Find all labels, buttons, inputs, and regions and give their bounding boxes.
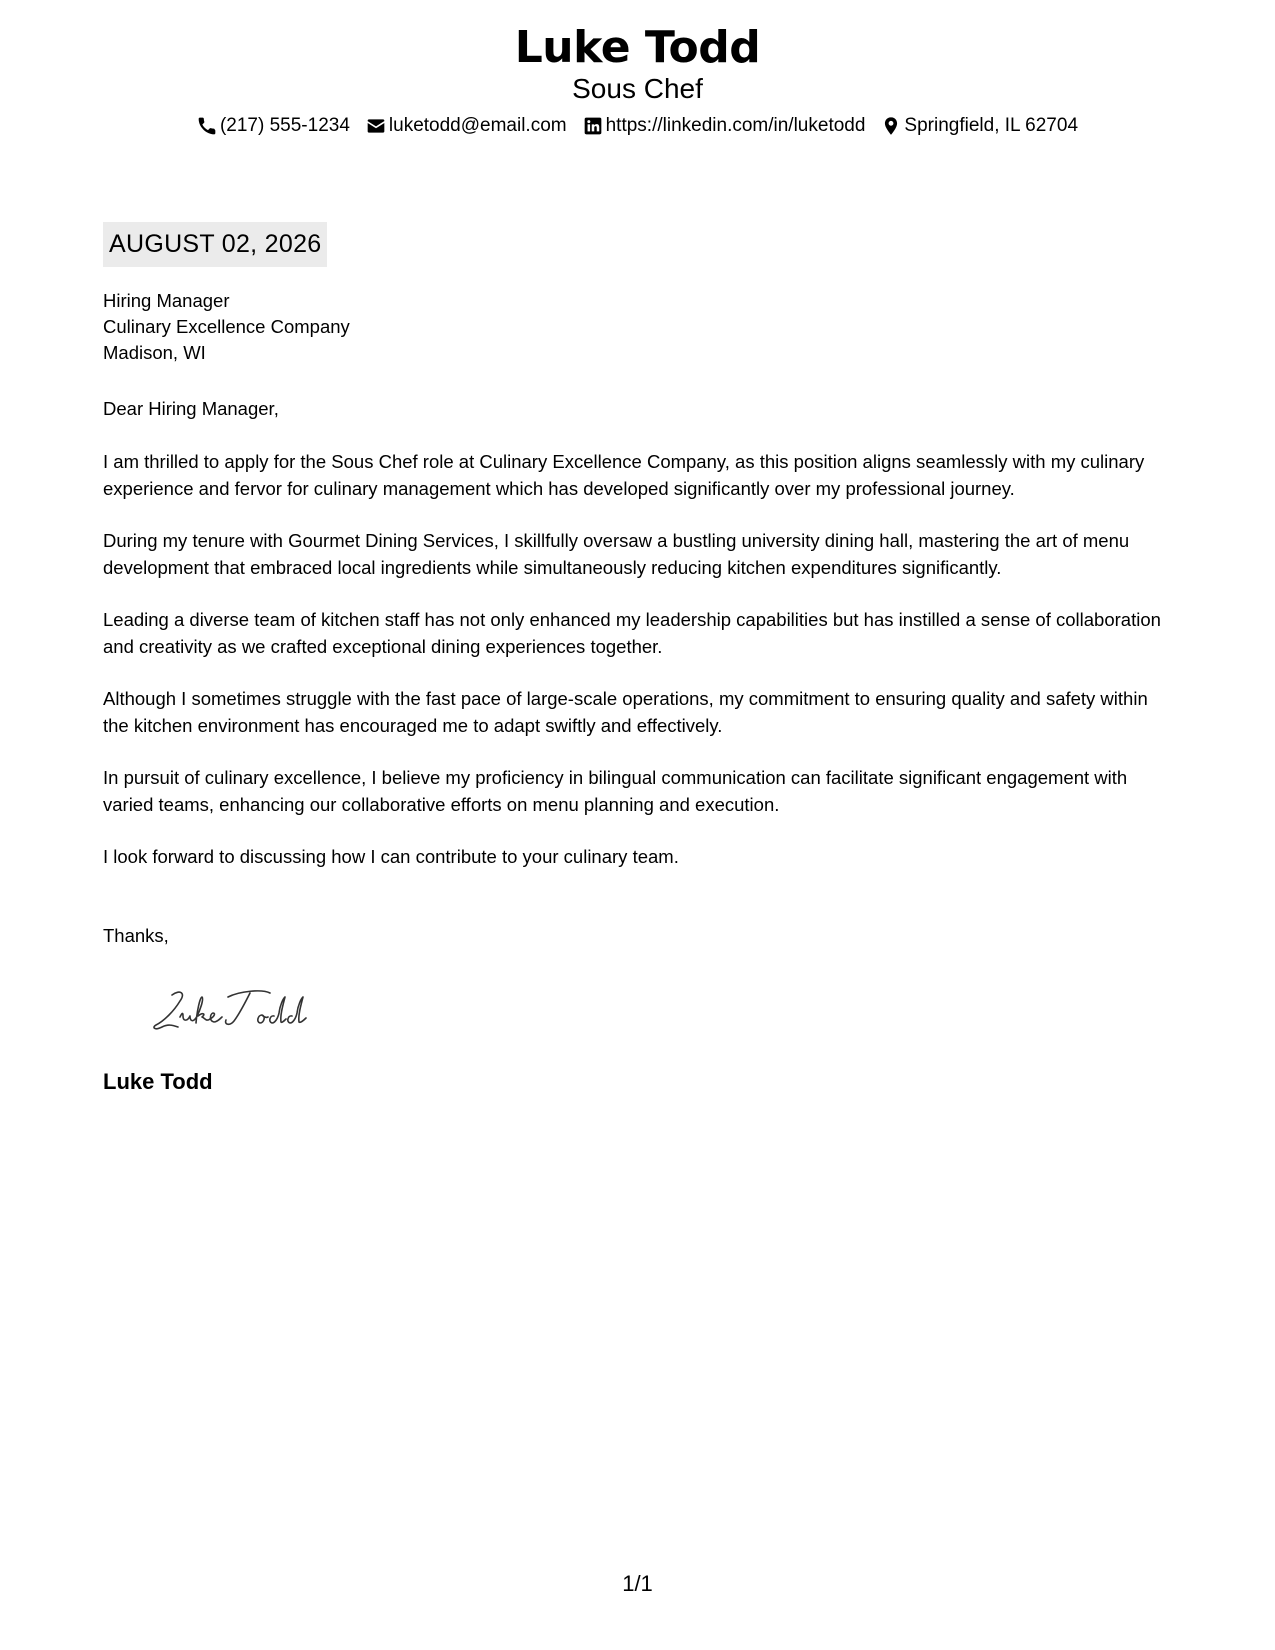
applicant-name: Luke Todd bbox=[514, 22, 761, 73]
letter-header bbox=[0, 22, 1275, 138]
signer-name: Luke Todd bbox=[103, 1069, 213, 1094]
envelope-icon bbox=[366, 116, 386, 136]
salutation: Dear Hiring Manager, bbox=[103, 398, 279, 419]
page-number: 1/1 bbox=[622, 1571, 653, 1596]
contact-info bbox=[0, 114, 1275, 138]
paragraph-5: In pursuit of culinary excellence, I believe my proficiency in bilingual communication can facilitate significant engagement with varied teams, enhancing our collaborative efforts on menu planning and execution. bbox=[103, 767, 1128, 815]
email-address[interactable]: luketodd@email.com bbox=[388, 115, 567, 136]
contact-email[interactable] bbox=[366, 114, 567, 138]
paragraph-3: Leading a diverse team of kitchen staff has not only enhanced my leadership capabilities but has instilled a sense of collaboration and creativity as we crafted exceptional dining experiences together. bbox=[103, 609, 1161, 657]
paragraph-6: I look forward to discussing how I can contribute to your culinary team. bbox=[103, 846, 679, 867]
paragraph-1: I am thrilled to apply for the Sous Chef role at Culinary Excellence Company, as this position aligns seamlessly with my culinary experience and fervor for culinary management which has developed significantly over my professional journey. bbox=[103, 451, 1145, 499]
phone-icon bbox=[197, 116, 217, 136]
applicant-role: Sous Chef bbox=[572, 73, 703, 104]
paragraph-2: During my tenure with Gourmet Dining Services, I skillfully oversaw a bustling university dining hall, mastering the art of menu development that embraced local ingredients while simultaneously reducing kitchen expenditures significantly. bbox=[103, 530, 1130, 578]
handwritten-signature bbox=[150, 985, 320, 1035]
linkedin-url[interactable]: https://linkedin.com/in/luketodd bbox=[605, 115, 866, 136]
location-text: Springfield, IL 62704 bbox=[904, 115, 1079, 136]
paragraph-4: Although I sometimes struggle with the fast pace of large-scale operations, my commitment to ensuring quality and safety within the kitchen environment has encouraged me to adapt swiftly and effectively. bbox=[103, 688, 1148, 736]
contact-linkedin[interactable] bbox=[583, 114, 866, 138]
phone-number: (217) 555-1234 bbox=[219, 115, 350, 136]
closing: Thanks, bbox=[103, 925, 169, 946]
contact-location bbox=[881, 114, 1078, 138]
recipient-location: Madison, WI bbox=[103, 342, 206, 363]
recipient-company: Culinary Excellence Company bbox=[103, 316, 350, 337]
recipient-block bbox=[103, 288, 1173, 366]
contact-phone bbox=[197, 114, 350, 138]
recipient-title: Hiring Manager bbox=[103, 290, 230, 311]
letter-date: AUGUST 02, 2026 bbox=[103, 222, 327, 267]
linkedin-icon bbox=[583, 116, 603, 136]
map-marker-icon bbox=[881, 116, 901, 136]
